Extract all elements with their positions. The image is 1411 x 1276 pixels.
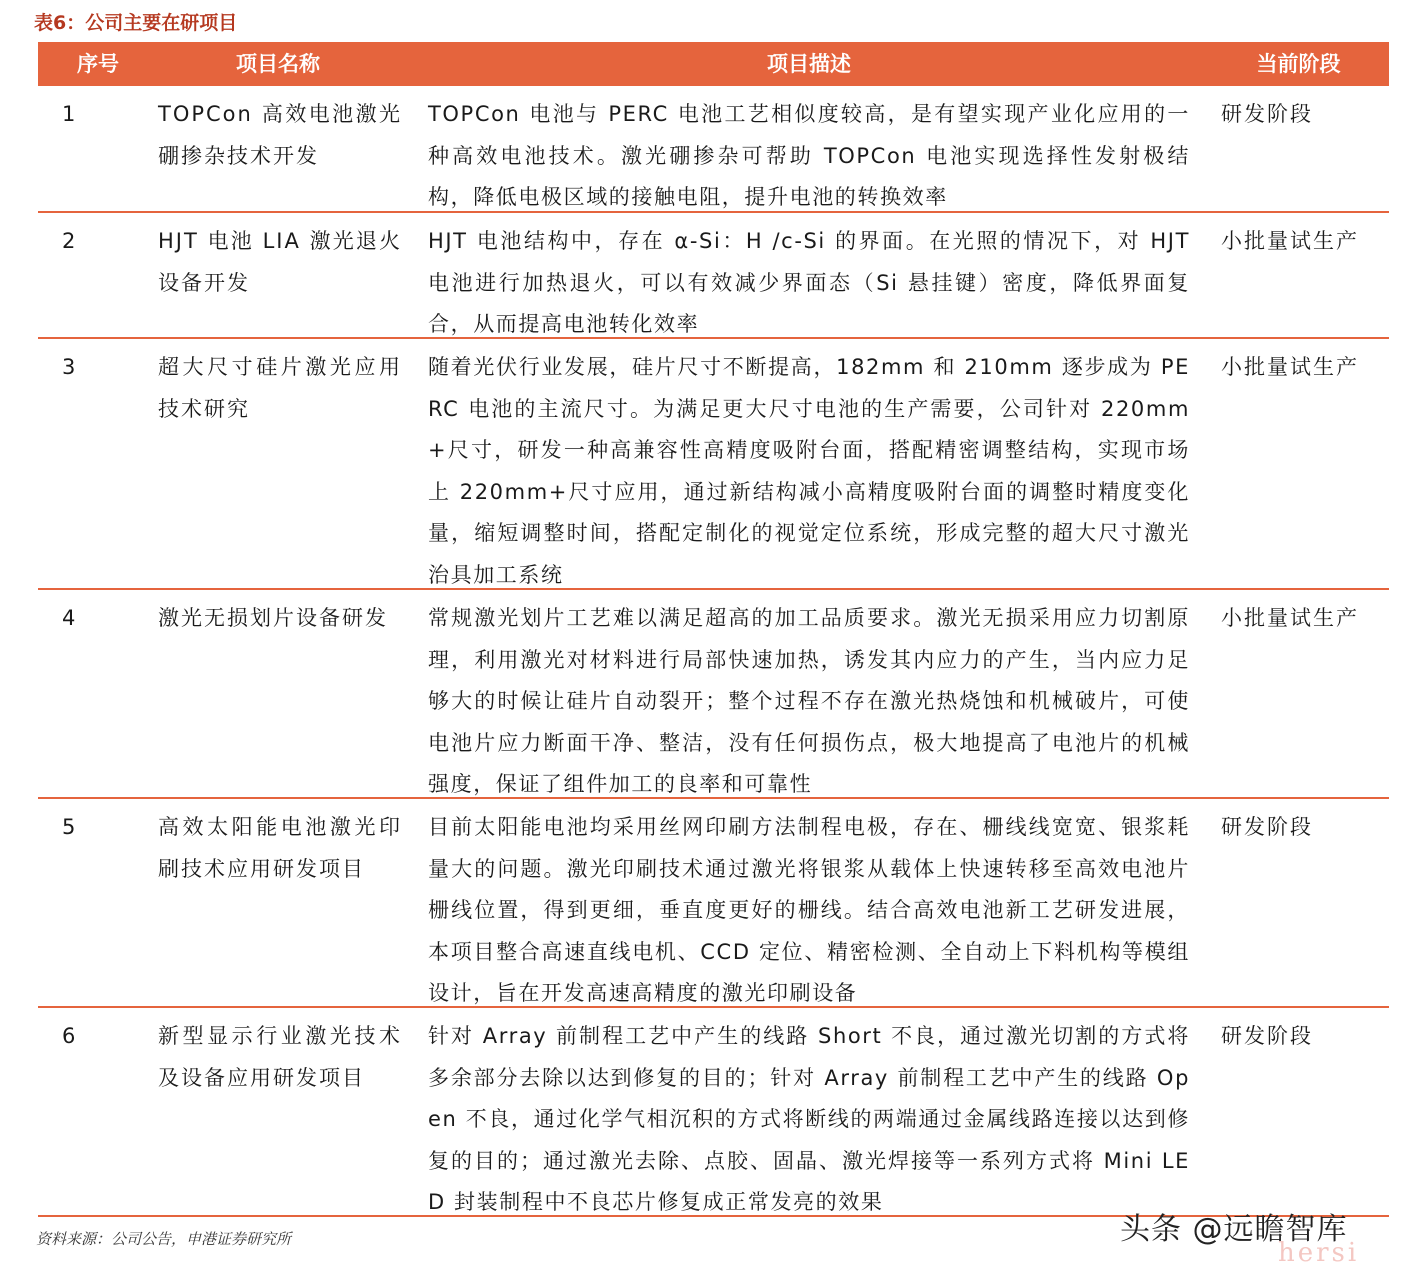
table-row — [38, 339, 1389, 588]
source-note: 资料来源：公司公告，申港证券研究所 — [36, 1230, 292, 1248]
row-desc: 随着光伏行业发展，硅片尺寸不断提高，182mm 和 210mm 逐步成为 PERC 电池的主流尺寸。为满足更大尺寸电池的生产需要，公司针对 220mm+尺寸，研发一种高兼容性高精度吸附台面，搭配精密调整结构，实现市场上 220mm+尺寸应用，通过新结构减小高精度吸附台面的调整时精度变化量，缩短调整时间，搭配定制化的视觉定位系统，形成完整的超大尺寸激光治具加工系统 — [428, 355, 1190, 587]
header-stage: 当前阶段 — [1256, 52, 1341, 76]
row-name: 新型显示行业激光技术及设备应用研发项目 — [158, 1024, 402, 1090]
row-num: 1 — [62, 102, 76, 126]
table-row — [38, 590, 1389, 797]
row-stage: 小批量试生产 — [1221, 606, 1359, 630]
row-desc: 常规激光划片工艺难以满足超高的加工品质要求。激光无损采用应力切割原理，利用激光对材料进行局部快速加热，诱发其内应力的产生，当内应力足够大的时候让硅片自动裂开；整个过程不存在激光热烧蚀和机械破片，可使电池片应力断面干净、整洁，没有任何损伤点，极大地提高了电池片的机械强度，保证了组件加工的良率和可靠性 — [428, 606, 1190, 796]
row-stage: 小批量试生产 — [1221, 229, 1359, 253]
table-title: 表6：公司主要在研项目 — [34, 12, 238, 34]
table-row — [38, 799, 1389, 1006]
row-stage: 小批量试生产 — [1221, 355, 1359, 379]
row-desc: HJT 电池结构中，存在 α-Si：H /c-Si 的界面。在光照的情况下，对 HJT 电池进行加热退火，可以有效减少界面态（Si 悬挂键）密度，降低界面复合，从而提高电池转化效率 — [428, 229, 1190, 336]
row-num: 5 — [62, 815, 76, 839]
header-desc: 项目描述 — [767, 52, 851, 76]
row-desc: TOPCon 电池与 PERC 电池工艺相似度较高，是有望实现产业化应用的一种高效电池技术。激光硼掺杂可帮助 TOPCon 电池实现选择性发射极结构，降低电极区域的接触电阻，提升电池的转换效率 — [428, 102, 1190, 209]
table-row — [38, 1008, 1389, 1215]
row-desc: 针对 Array 前制程工艺中产生的线路 Short 不良，通过激光切割的方式将多余部分去除以达到修复的目的；针对 Array 前制程工艺中产生的线路 Open 不良，通过化学气相沉积的方式将断线的两端通过金属线路连接以达到修复的目的；通过激光去除、点胶、固晶、激光焊接等一系列方式将 Mini LED 封装制程中不良芯片修复成正常发亮的效果 — [428, 1024, 1190, 1214]
row-name: 激光无损划片设备研发 — [158, 606, 388, 630]
row-name: HJT 电池 LIA 激光退火设备开发 — [158, 229, 402, 295]
row-num: 2 — [62, 229, 76, 253]
table-row — [38, 213, 1389, 337]
row-num: 6 — [62, 1024, 76, 1048]
corner-watermark: hersi — [1278, 1238, 1360, 1268]
row-num: 4 — [62, 606, 76, 630]
row-num: 3 — [62, 355, 76, 379]
watermark: 头条 @远瞻智库 — [1120, 1212, 1348, 1247]
row-stage: 研发阶段 — [1221, 1024, 1313, 1048]
row-stage: 研发阶段 — [1221, 815, 1313, 839]
header-name: 项目名称 — [236, 52, 320, 76]
row-name: TOPCon 高效电池激光硼掺杂技术开发 — [158, 102, 402, 168]
row-name: 超大尺寸硅片激光应用技术研究 — [158, 355, 402, 421]
row-desc: 目前太阳能电池均采用丝网印刷方法制程电极，存在、栅线线宽宽、银浆耗量大的问题。激光印刷技术通过激光将银浆从载体上快速转移至高效电池片栅线位置，得到更细，垂直度更好的栅线。结合高效电池新工艺研发进展，本项目整合高速直线电机、CCD 定位、精密检测、全自动上下料机构等模组设计，旨在开发高速高精度的激光印刷设备 — [428, 815, 1190, 1005]
row-stage: 研发阶段 — [1221, 102, 1313, 126]
row-name: 高效太阳能电池激光印刷技术应用研发项目 — [158, 815, 402, 881]
table-header — [38, 42, 1389, 86]
header-num: 序号 — [77, 52, 119, 76]
table-row — [38, 86, 1389, 212]
